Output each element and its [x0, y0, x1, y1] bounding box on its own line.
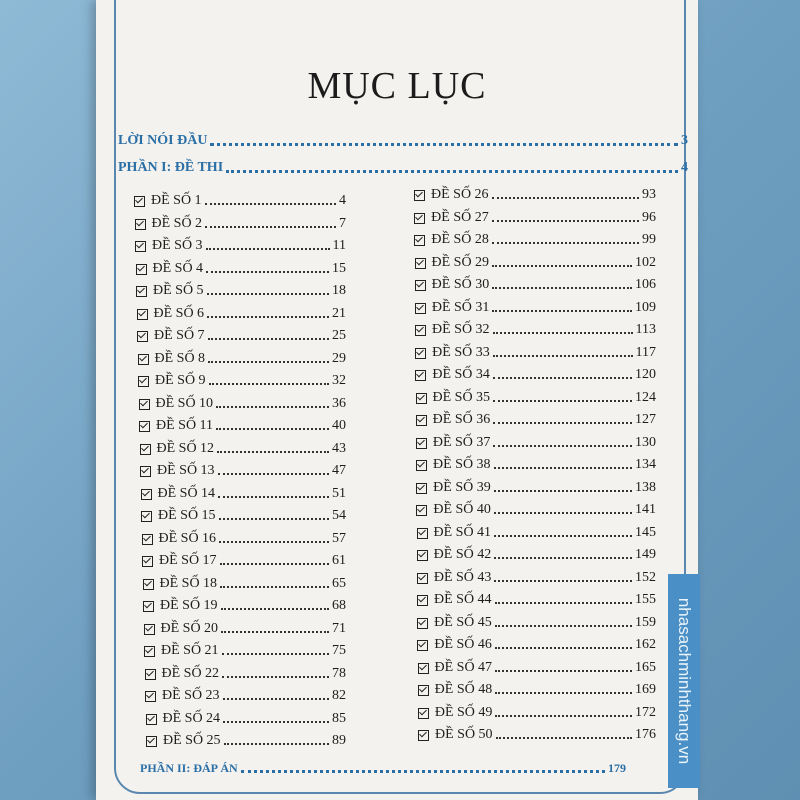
toc-row-page: 149 — [634, 547, 656, 562]
publisher-website: nhasachminhthang.vn — [675, 597, 694, 765]
toc-entry-part2 — [140, 761, 626, 776]
toc-row — [138, 373, 346, 389]
toc-row-page: 113 — [635, 322, 656, 337]
toc-row-page: 18 — [332, 283, 346, 298]
toc-row-label: ĐỀ SỐ 35 — [432, 389, 491, 405]
toc-row-label: ĐỀ SỐ 28 — [431, 232, 489, 247]
toc-row-page: 106 — [634, 277, 656, 292]
toc-row — [141, 486, 347, 502]
checkbox-icon — [142, 534, 153, 545]
dot-leader — [492, 310, 632, 312]
toc-row-page: 124 — [635, 389, 656, 405]
toc-row — [416, 457, 656, 473]
toc-row — [138, 351, 347, 367]
toc-row-label: ĐỀ SỐ 31 — [431, 299, 490, 315]
checkbox-icon — [140, 466, 151, 477]
toc-row-page: 172 — [634, 704, 656, 720]
toc-row-label: ĐỀ SỐ 46 — [434, 637, 492, 652]
checkbox-icon — [417, 528, 428, 539]
dot-leader — [223, 698, 329, 700]
checkbox-icon — [414, 190, 425, 201]
toc-row-page: 51 — [332, 485, 346, 501]
toc-row-page: 102 — [635, 254, 656, 270]
toc-row-label: ĐỀ SỐ 39 — [433, 479, 491, 495]
toc-row-page: 32 — [332, 373, 346, 388]
toc-row-page: 141 — [634, 502, 656, 517]
checkbox-icon — [143, 601, 154, 612]
dot-leader — [495, 647, 632, 649]
intro-label: LỜI NÓI ĐẦU — [118, 133, 208, 148]
checkbox-icon — [417, 550, 428, 561]
toc-row — [142, 553, 346, 569]
toc-row-label: ĐỀ SỐ 2 — [151, 215, 203, 231]
toc-row-page: 93 — [642, 187, 656, 202]
dot-leader — [220, 563, 329, 565]
toc-row-label: ĐỀ SỐ 17 — [159, 553, 217, 568]
checkbox-icon — [137, 309, 148, 320]
checkbox-icon — [142, 556, 153, 567]
checkbox-icon — [135, 219, 146, 230]
checkbox-icon — [416, 505, 427, 516]
checkbox-icon — [416, 393, 427, 404]
toc-entry-part1 — [118, 160, 688, 176]
toc-row-page: 138 — [634, 479, 656, 495]
toc-row-label: ĐỀ SỐ 25 — [163, 733, 221, 748]
toc-row — [417, 615, 656, 631]
dot-leader — [216, 428, 329, 430]
dot-leader — [495, 692, 632, 694]
toc-row-page: 68 — [332, 598, 346, 613]
checkbox-icon — [417, 573, 428, 584]
toc-row-label: ĐỀ SỐ 21 — [161, 643, 219, 658]
dot-leader — [495, 602, 632, 604]
intro-page: 3 — [681, 133, 688, 148]
toc-row — [146, 711, 347, 727]
toc-row-label: ĐỀ SỐ 37 — [432, 434, 491, 450]
toc-row — [144, 621, 347, 637]
toc-row — [417, 547, 656, 563]
toc-row-page: 71 — [332, 620, 346, 636]
dot-leader — [493, 377, 632, 379]
toc-row — [418, 660, 657, 676]
toc-row — [417, 525, 657, 541]
toc-row-page: 99 — [641, 232, 656, 247]
toc-row-page: 89 — [332, 733, 346, 748]
checkbox-icon — [146, 714, 157, 725]
toc-row-page: 7 — [339, 215, 346, 231]
dot-leader — [222, 676, 329, 678]
toc-row — [145, 666, 347, 682]
toc-row-label: ĐỀ SỐ 23 — [162, 688, 220, 703]
toc-row — [140, 441, 347, 457]
dot-leader — [208, 338, 329, 340]
toc-row-page: 109 — [634, 299, 656, 315]
dot-leader — [495, 625, 632, 627]
toc-row-page: 120 — [634, 367, 656, 382]
checkbox-icon — [141, 489, 152, 500]
dot-leader — [207, 293, 329, 295]
dot-leader — [218, 496, 329, 498]
toc-row-label: ĐỀ SỐ 50 — [435, 727, 493, 742]
part1-label: PHẦN I: ĐỀ THI — [118, 160, 224, 175]
dot-leader — [492, 265, 632, 267]
dot-leader — [222, 653, 329, 655]
toc-row — [137, 328, 346, 344]
checkbox-icon — [134, 196, 145, 207]
checkbox-icon — [135, 241, 146, 252]
dot-leader — [219, 541, 329, 543]
checkbox-icon — [137, 331, 148, 342]
checkbox-icon — [414, 213, 425, 224]
toc-row — [134, 193, 346, 209]
toc-row-page: 169 — [634, 682, 656, 697]
checkbox-icon — [416, 460, 427, 471]
toc-row-label: ĐỀ SỐ 29 — [431, 254, 490, 270]
toc-page — [96, 0, 698, 800]
toc-row-label: ĐỀ SỐ 27 — [431, 209, 489, 225]
checkbox-icon — [146, 736, 157, 747]
toc-row-label: ĐỀ SỐ 33 — [432, 344, 490, 360]
toc-row-page: 29 — [332, 350, 346, 366]
toc-row-page: 75 — [332, 643, 346, 658]
checkbox-icon — [418, 663, 429, 674]
toc-row — [416, 502, 656, 518]
toc-row — [136, 261, 347, 277]
toc-row-page: 152 — [634, 569, 656, 585]
checkbox-icon — [141, 511, 152, 522]
publisher-side-tab — [668, 574, 700, 788]
dot-leader — [494, 490, 632, 492]
dot-leader — [223, 721, 329, 723]
toc-row-label: ĐỀ SỐ 34 — [432, 367, 490, 382]
toc-row — [135, 216, 347, 232]
checkbox-icon — [145, 691, 156, 702]
checkbox-icon — [415, 303, 426, 314]
toc-row — [414, 232, 656, 248]
toc-row — [418, 682, 656, 698]
toc-row-page: 130 — [634, 434, 656, 450]
toc-row — [144, 643, 346, 659]
checkbox-icon — [139, 399, 150, 410]
toc-row-page: 61 — [332, 553, 346, 568]
toc-row-page: 82 — [332, 688, 346, 703]
toc-row-page: 162 — [634, 637, 656, 652]
toc-row-page: 117 — [635, 344, 656, 360]
checkbox-icon — [418, 708, 429, 719]
toc-row — [416, 435, 656, 451]
toc-row-page: 54 — [332, 508, 346, 523]
dot-leader — [494, 557, 632, 559]
toc-row — [415, 345, 656, 361]
checkbox-icon — [140, 444, 151, 455]
toc-row — [142, 531, 347, 547]
checkbox-icon — [418, 685, 429, 696]
toc-row — [414, 210, 656, 226]
checkbox-icon — [415, 370, 426, 381]
toc-row — [417, 570, 656, 586]
toc-row — [146, 733, 346, 749]
dot-leader — [494, 512, 632, 514]
toc-row-label: ĐỀ SỐ 5 — [153, 283, 204, 298]
toc-row-label: ĐỀ SỐ 8 — [154, 350, 206, 366]
checkbox-icon — [143, 579, 154, 590]
toc-row-page: 40 — [332, 418, 346, 433]
toc-row — [416, 480, 656, 496]
toc-row-page: 4 — [339, 193, 346, 208]
dot-leader — [493, 445, 632, 447]
toc-row-page: 127 — [634, 412, 656, 427]
toc-row-page: 96 — [641, 209, 656, 225]
toc-row-label: ĐỀ SỐ 26 — [431, 187, 489, 202]
toc-row-label: ĐỀ SỐ 47 — [434, 659, 493, 675]
toc-row-label: ĐỀ SỐ 13 — [157, 463, 215, 478]
dot-leader — [219, 518, 329, 520]
toc-row-page: 43 — [332, 440, 346, 456]
toc-row-page: 65 — [332, 575, 346, 591]
toc-row-label: ĐỀ SỐ 10 — [155, 395, 214, 411]
toc-row — [140, 463, 346, 479]
toc-row-page: 25 — [332, 328, 346, 343]
toc-row-label: ĐỀ SỐ 16 — [158, 530, 217, 546]
toc-row-label: ĐỀ SỐ 11 — [156, 418, 214, 433]
toc-row — [137, 306, 347, 322]
dot-leader — [210, 143, 678, 146]
toc-row-page: 134 — [635, 457, 656, 472]
toc-row — [417, 637, 656, 653]
dot-leader — [224, 743, 329, 745]
checkbox-icon — [416, 415, 427, 426]
dot-leader — [206, 271, 329, 273]
toc-row-label: ĐỀ SỐ 43 — [433, 569, 492, 585]
toc-row — [141, 508, 346, 524]
dot-leader — [209, 383, 329, 385]
checkbox-icon — [138, 376, 149, 387]
checkbox-icon — [416, 483, 427, 494]
toc-entry-intro — [118, 133, 688, 149]
toc-row-page: 176 — [635, 727, 656, 742]
dot-leader — [493, 332, 633, 334]
dot-leader — [494, 580, 632, 582]
dot-leader — [492, 197, 639, 199]
toc-row-page: 165 — [635, 659, 656, 675]
toc-row-page: 57 — [332, 530, 346, 546]
toc-row — [145, 688, 346, 704]
checkbox-icon — [144, 646, 155, 657]
checkbox-icon — [138, 354, 149, 365]
checkbox-icon — [144, 624, 155, 635]
dot-leader — [494, 535, 632, 537]
checkbox-icon — [415, 348, 426, 359]
toc-row-label: ĐỀ SỐ 24 — [162, 710, 221, 726]
dot-leader — [206, 248, 330, 250]
dot-leader — [226, 170, 678, 173]
toc-row-page: 11 — [332, 238, 346, 253]
dot-leader — [220, 586, 329, 588]
dot-leader — [207, 316, 329, 318]
toc-row — [415, 255, 657, 271]
toc-row — [136, 283, 346, 299]
toc-row-page: 145 — [635, 524, 656, 540]
toc-row — [415, 367, 656, 383]
toc-row-label: ĐỀ SỐ 6 — [153, 305, 205, 321]
toc-row-label: ĐỀ SỐ 36 — [432, 412, 491, 427]
dot-leader — [216, 406, 329, 408]
dot-leader — [494, 467, 632, 469]
checkbox-icon — [414, 235, 425, 246]
checkbox-icon — [416, 438, 427, 449]
toc-row — [417, 592, 656, 608]
toc-row-label: ĐỀ SỐ 45 — [434, 614, 492, 630]
toc-row-label: ĐỀ SỐ 41 — [433, 524, 492, 540]
toc-row-label: ĐỀ SỐ 22 — [161, 665, 220, 681]
toc-row-label: ĐỀ SỐ 15 — [158, 508, 216, 523]
toc-row — [418, 727, 656, 743]
dot-leader — [493, 355, 633, 357]
toc-row-label: ĐỀ SỐ 42 — [433, 547, 492, 562]
checkbox-icon — [415, 280, 426, 291]
toc-row-page: 155 — [635, 592, 656, 607]
dot-leader — [492, 287, 632, 289]
dot-leader — [493, 400, 632, 402]
toc-row-label: ĐỀ SỐ 19 — [160, 598, 218, 613]
dot-leader — [241, 770, 605, 773]
toc-row-label: ĐỀ SỐ 49 — [434, 704, 493, 720]
toc-row-page: 21 — [332, 305, 346, 321]
dot-leader — [221, 608, 329, 610]
toc-row — [143, 576, 347, 592]
toc-row — [416, 390, 657, 406]
checkbox-icon — [417, 640, 428, 651]
toc-row-label: ĐỀ SỐ 32 — [432, 322, 490, 337]
toc-row — [139, 396, 347, 412]
part2-label: PHẦN II: ĐÁP ÁN — [140, 761, 238, 775]
toc-row — [418, 705, 656, 721]
toc-row-label: ĐỀ SỐ 18 — [159, 575, 218, 591]
toc-row-label: ĐỀ SỐ 12 — [156, 440, 215, 456]
toc-row — [139, 418, 346, 434]
toc-row-label: ĐỀ SỐ 1 — [151, 193, 202, 208]
toc-row-label: ĐỀ SỐ 14 — [157, 485, 216, 501]
toc-row-label: ĐỀ SỐ 48 — [434, 682, 493, 697]
toc-row-page: 47 — [332, 463, 346, 478]
toc-row-label: ĐỀ SỐ 7 — [154, 328, 205, 343]
toc-row-page: 36 — [332, 395, 346, 411]
checkbox-icon — [418, 730, 429, 741]
toc-row-label: ĐỀ SỐ 30 — [431, 277, 490, 292]
dot-leader — [492, 220, 639, 222]
toc-row — [415, 277, 656, 293]
page-title: MỤC LỤC — [307, 65, 487, 107]
toc-row — [416, 412, 656, 428]
part1-page: 4 — [681, 160, 688, 175]
toc-row-label: ĐỀ SỐ 3 — [152, 238, 203, 253]
toc-row — [414, 187, 656, 203]
toc-row-page: 159 — [634, 614, 656, 630]
checkbox-icon — [415, 325, 426, 336]
toc-row-label: ĐỀ SỐ 20 — [160, 620, 219, 636]
dot-leader — [205, 226, 336, 228]
toc-row-label: ĐỀ SỐ 4 — [152, 260, 204, 276]
toc-row — [415, 300, 656, 316]
checkbox-icon — [139, 421, 150, 432]
dot-leader — [218, 473, 329, 475]
dot-leader — [221, 631, 329, 633]
toc-row-page: 78 — [332, 665, 346, 681]
dot-leader — [208, 361, 329, 363]
toc-row-label: ĐỀ SỐ 38 — [433, 457, 491, 472]
dot-leader — [496, 737, 632, 739]
checkbox-icon — [145, 669, 156, 680]
toc-row — [135, 238, 346, 254]
toc-row-label: ĐỀ SỐ 40 — [433, 502, 491, 517]
checkbox-icon — [136, 286, 147, 297]
checkbox-icon — [415, 258, 426, 269]
toc-row-page: 85 — [332, 710, 346, 726]
toc-row-page: 15 — [332, 260, 346, 276]
dot-leader — [493, 422, 632, 424]
checkbox-icon — [417, 618, 428, 629]
dot-leader — [495, 715, 632, 717]
toc-row-label: ĐỀ SỐ 44 — [434, 592, 492, 607]
part2-page: 179 — [608, 761, 626, 775]
dot-leader — [492, 242, 639, 244]
toc-row — [415, 322, 656, 338]
dot-leader — [495, 670, 632, 672]
toc-row-label: ĐỀ SỐ 9 — [155, 373, 206, 388]
dot-leader — [205, 203, 336, 205]
checkbox-icon — [136, 264, 147, 275]
toc-row — [143, 598, 346, 614]
checkbox-icon — [417, 595, 428, 606]
dot-leader — [217, 451, 329, 453]
